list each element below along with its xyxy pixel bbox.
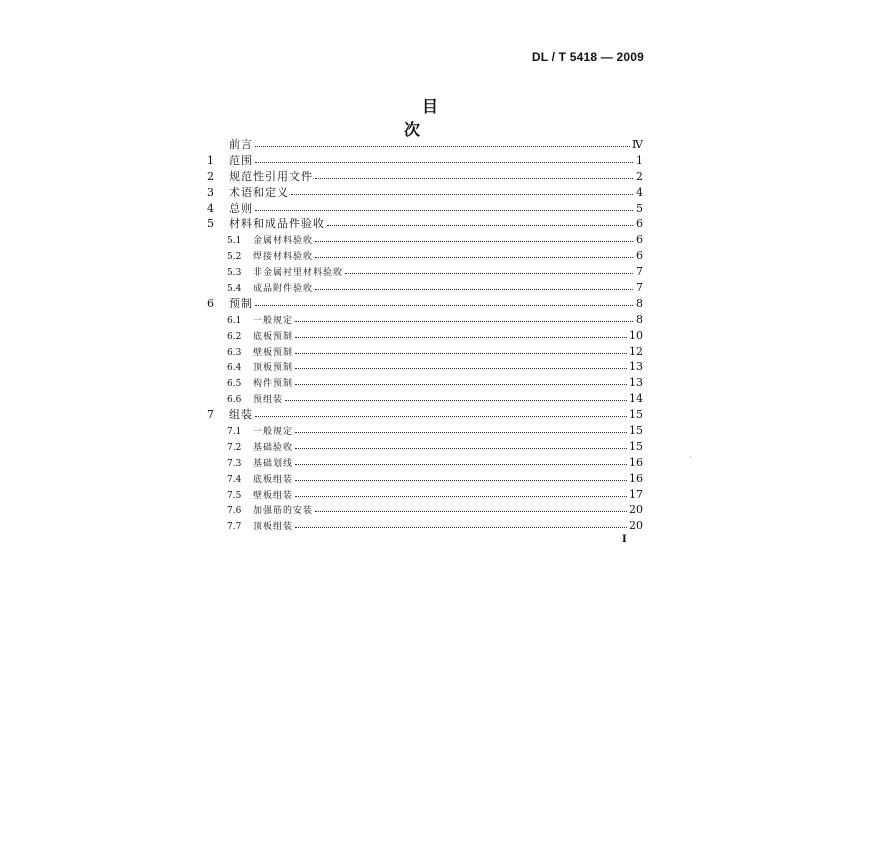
toc-entry-label: 非金属衬里材料验收 (253, 268, 344, 279)
toc-entry-number: 6.2 (227, 331, 242, 342)
toc-dot-leader (255, 161, 633, 163)
scan-speck (690, 456, 691, 457)
toc-dot-leader (295, 479, 627, 481)
toc-entry-number: 6.5 (227, 379, 242, 390)
toc-entry-page: 20 (629, 503, 643, 517)
toc-dot-leader (295, 526, 627, 528)
toc-entry-page: 12 (629, 344, 643, 358)
page-folio: I (622, 534, 627, 545)
toc-entry (207, 169, 643, 185)
toc-entry-number: 6.3 (227, 347, 242, 358)
toc-entry-page: 16 (629, 455, 643, 469)
toc-entry-label: 金属材料验收 (253, 236, 314, 247)
toc-dot-leader (315, 256, 633, 258)
toc-entry-number: 6 (207, 296, 214, 310)
toc-entry (207, 375, 643, 391)
toc-entry-page: 6 (636, 217, 643, 231)
toc-entry-number: 2 (207, 169, 214, 183)
toc-dot-leader (315, 177, 633, 179)
toc-entry (207, 407, 643, 423)
toc-entry-page: 16 (629, 471, 643, 485)
toc-entry-number: 4 (207, 201, 214, 215)
toc-entry-label: 规范性引用文件 (229, 169, 313, 183)
toc-entry (207, 216, 643, 232)
toc-dot-leader (315, 510, 627, 512)
toc-entry-label: 预组装 (253, 395, 284, 406)
toc-entry (207, 391, 643, 407)
toc-entry-number: 6.4 (227, 363, 242, 374)
toc-entry-page: 13 (629, 376, 643, 390)
toc-dot-leader (255, 304, 633, 306)
toc-entry-label: 组装 (229, 408, 253, 422)
toc-entry-number: 7.7 (227, 522, 242, 533)
toc-entry-number: 5.3 (227, 268, 242, 279)
toc-entry (207, 487, 643, 503)
toc-entry-page: 7 (636, 265, 643, 279)
toc-entry (207, 153, 643, 169)
toc-entry-page: 15 (629, 424, 643, 438)
toc-entry-number: 7.2 (227, 442, 242, 453)
toc-entry-page: 14 (629, 392, 643, 406)
toc-entry-label: 预制 (229, 296, 253, 310)
toc-entry-label: 成品附件验收 (253, 284, 314, 295)
toc-entry-page: 6 (636, 249, 643, 263)
toc-dot-leader (315, 240, 633, 242)
toc-entry-number: 5.1 (227, 236, 242, 247)
toc-entry (207, 201, 643, 217)
toc-entry-page: 7 (636, 281, 643, 295)
toc-dot-leader (295, 463, 627, 465)
toc-entry-page: 20 (629, 519, 643, 533)
toc-entry-number: 5.2 (227, 252, 242, 263)
toc-entry-page: 1 (636, 153, 643, 167)
toc-entry-label: 前言 (229, 138, 253, 151)
toc-entry-label: 加强筋的安装 (253, 506, 314, 517)
toc-entry-label: 壁板组装 (253, 490, 294, 501)
toc-entry (207, 280, 643, 296)
toc-entry-label: 基础划线 (253, 458, 294, 469)
toc-entry-page: 4 (636, 185, 643, 199)
toc-dot-leader (291, 193, 633, 195)
toc-entry (207, 455, 643, 471)
toc-entry-label: 构件预制 (253, 379, 294, 390)
toc-dot-leader (295, 447, 627, 449)
toc-entry-page: 5 (636, 201, 643, 215)
toc-entry-label: 术语和定义 (229, 185, 289, 199)
toc-entry-page: 6 (636, 233, 643, 247)
toc-entry-page: 8 (636, 296, 643, 310)
toc-entry-label: 材料和成品件验收 (229, 217, 325, 231)
toc-entry (207, 471, 643, 487)
toc-dot-leader (255, 209, 633, 211)
toc-entry-label: 底板预制 (253, 331, 294, 342)
toc-entry (207, 264, 643, 280)
toc-dot-leader (295, 336, 627, 338)
toc-dot-leader (295, 431, 627, 433)
toc-title: 目 次 (403, 97, 474, 139)
toc-entry (207, 423, 643, 439)
toc-entry-label: 焊接材料验收 (253, 252, 314, 263)
toc-entry (207, 312, 643, 328)
toc-entry-label: 基础验收 (253, 442, 294, 453)
toc-dot-leader (345, 272, 633, 274)
toc-entry (207, 248, 643, 264)
toc-entry-number: 7.6 (227, 506, 242, 517)
toc-entry-label: 范围 (229, 153, 253, 167)
toc-entry (207, 518, 643, 534)
toc-entry-number: 7 (207, 408, 214, 422)
toc-entry (207, 232, 643, 248)
toc-entry (207, 296, 643, 312)
toc-entry-label: 一般规定 (253, 315, 294, 326)
toc-entry-label: 顶板预制 (253, 363, 294, 374)
toc-entry (207, 137, 643, 153)
toc-dot-leader (255, 145, 630, 147)
toc-entry (207, 502, 643, 518)
toc-entry-label: 壁板预制 (253, 347, 294, 358)
toc-entry-number: 5.4 (227, 284, 242, 295)
toc-dot-leader (285, 399, 627, 401)
toc-entry-label: 总则 (229, 201, 253, 215)
toc-entry-number: 3 (207, 185, 214, 199)
toc-entry-page: 15 (629, 439, 643, 453)
toc-entry-page: 2 (636, 169, 643, 183)
toc-entry-label: 底板组装 (253, 474, 294, 485)
toc-entry (207, 328, 643, 344)
toc-entry (207, 185, 643, 201)
toc-dot-leader (327, 224, 633, 226)
toc-entry-number: 7.4 (227, 474, 242, 485)
toc-entry (207, 359, 643, 375)
toc-entry (207, 344, 643, 360)
toc-entry-number: 6.6 (227, 395, 242, 406)
toc-entry-number: 5 (207, 217, 214, 231)
toc-entry-page: 17 (629, 487, 643, 501)
toc-entry-number: 6.1 (227, 315, 242, 326)
toc-dot-leader (295, 383, 627, 385)
standard-code: DL / T 5418 — 2009 (531, 50, 644, 64)
toc-entry-page: Ⅳ (632, 138, 643, 151)
toc-entry-number: 7.3 (227, 458, 242, 469)
toc-entry-number: 1 (207, 153, 214, 167)
toc-dot-leader (295, 367, 627, 369)
toc-dot-leader (295, 352, 627, 354)
toc-entry-number: 7.5 (227, 490, 242, 501)
toc-dot-leader (295, 495, 627, 497)
toc-dot-leader (255, 415, 627, 417)
toc-entry-page: 13 (629, 360, 643, 374)
toc-entry-page: 15 (629, 408, 643, 422)
table-of-contents (207, 137, 643, 534)
toc-dot-leader (295, 320, 633, 322)
toc-entry (207, 439, 643, 455)
toc-entry-number: 7.1 (227, 427, 242, 438)
toc-entry-page: 8 (636, 312, 643, 326)
toc-entry-label: 顶板组装 (253, 522, 294, 533)
toc-entry-label: 一般规定 (253, 427, 294, 438)
toc-entry-page: 10 (629, 328, 643, 342)
toc-dot-leader (315, 288, 633, 290)
